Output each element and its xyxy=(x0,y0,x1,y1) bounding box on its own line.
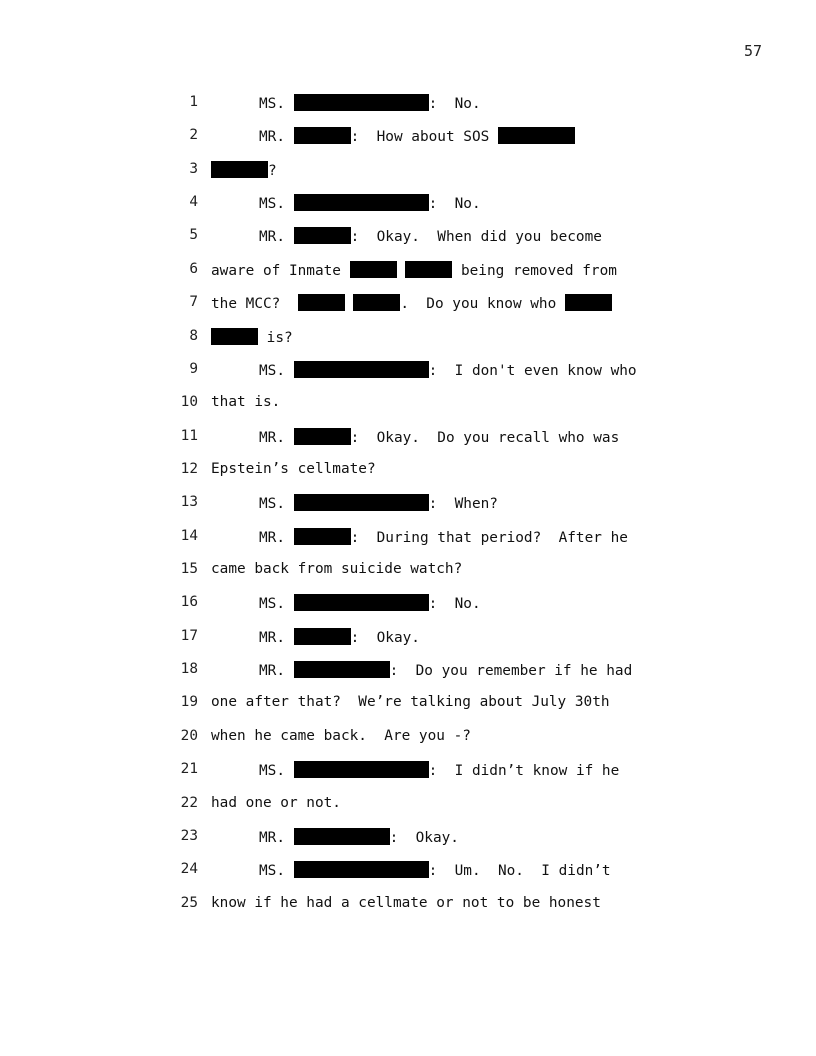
text-segment: : During that period? After he xyxy=(350,529,628,546)
text-segment: MS. xyxy=(259,596,294,613)
text-segment: MS. xyxy=(259,362,294,379)
transcript-line xyxy=(170,657,690,690)
line-number: 21 xyxy=(180,761,198,778)
redaction-box xyxy=(350,261,397,278)
line-text xyxy=(211,694,610,710)
redaction-box xyxy=(353,294,400,311)
line-text xyxy=(211,461,376,477)
transcript-line xyxy=(170,257,690,290)
redaction-box xyxy=(294,828,390,845)
text-segment: aware of Inmate xyxy=(211,262,350,279)
line-text xyxy=(211,594,481,612)
redaction-box xyxy=(294,227,351,244)
text-segment: : I didn’t know if he xyxy=(428,763,620,780)
redaction-box xyxy=(211,328,258,345)
text-segment: MR. xyxy=(259,429,294,446)
text-segment: : Okay. Do you recall who was xyxy=(350,429,620,446)
line-number: 23 xyxy=(180,827,198,844)
text-segment: : Do you remember if he had xyxy=(389,663,633,680)
text-segment: : Okay. xyxy=(350,629,420,646)
redaction-box xyxy=(294,194,429,211)
text-segment: MS. xyxy=(259,863,294,880)
line-text xyxy=(211,528,628,546)
transcript-line xyxy=(170,624,690,657)
text-segment: MR. xyxy=(259,663,294,680)
text-segment: MR. xyxy=(259,229,294,246)
transcript-line xyxy=(170,290,690,323)
line-number: 8 xyxy=(189,327,198,344)
line-number: 25 xyxy=(180,894,198,911)
line-text xyxy=(211,361,637,379)
text-segment: MS. xyxy=(259,496,294,513)
line-number: 18 xyxy=(180,661,198,678)
text-segment: Epstein’s cellmate? xyxy=(211,460,376,477)
transcript-line xyxy=(170,90,690,123)
text-segment: MS. xyxy=(259,96,294,112)
transcript-line xyxy=(170,791,690,824)
line-number: 19 xyxy=(180,694,198,711)
redaction-box xyxy=(211,161,268,178)
text-segment xyxy=(397,263,406,279)
line-number: 4 xyxy=(189,194,198,211)
transcript-line xyxy=(170,157,690,190)
line-text xyxy=(211,561,462,577)
line-number: 5 xyxy=(189,227,198,244)
line-number: 11 xyxy=(180,427,198,444)
transcript-line xyxy=(170,357,690,390)
line-text xyxy=(211,227,602,245)
line-number: 22 xyxy=(180,794,198,811)
text-segment: is? xyxy=(258,329,293,346)
text-segment: MR. xyxy=(259,629,294,646)
redaction-box xyxy=(294,628,351,645)
line-text xyxy=(211,728,471,744)
line-number: 17 xyxy=(180,627,198,644)
redaction-box xyxy=(405,261,452,278)
line-text xyxy=(211,261,617,279)
line-text xyxy=(211,194,481,212)
text-segment xyxy=(345,296,354,312)
redaction-box xyxy=(294,528,351,545)
text-segment: : Okay. xyxy=(389,829,459,846)
line-number: 16 xyxy=(180,594,198,611)
transcript-line xyxy=(170,690,690,723)
redaction-box xyxy=(565,294,612,311)
line-text xyxy=(211,761,619,779)
transcript-line xyxy=(170,223,690,256)
line-text xyxy=(211,328,293,346)
text-segment: came back from suicide watch? xyxy=(211,561,463,578)
text-segment: know if he had a cellmate or not to be honest xyxy=(211,894,601,911)
redaction-box xyxy=(294,494,429,511)
text-segment: ? xyxy=(268,162,277,179)
redaction-box xyxy=(298,294,345,311)
transcript-line xyxy=(170,824,690,857)
text-segment: MS. xyxy=(259,763,294,780)
transcript-line xyxy=(170,457,690,490)
transcript-line xyxy=(170,190,690,223)
line-text xyxy=(211,795,341,811)
line-text xyxy=(211,127,575,145)
line-number: 24 xyxy=(180,861,198,878)
line-text xyxy=(211,895,601,911)
transcript-line xyxy=(170,123,690,156)
line-text xyxy=(211,294,612,312)
transcript-line xyxy=(170,891,690,924)
line-number: 9 xyxy=(189,360,198,377)
redaction-box xyxy=(294,594,429,611)
line-text xyxy=(211,94,481,112)
line-number: 20 xyxy=(180,727,198,744)
text-segment: had one or not. xyxy=(211,794,341,811)
redaction-box xyxy=(294,861,429,878)
transcript-line xyxy=(170,324,690,357)
redaction-box xyxy=(294,94,429,111)
text-segment: : No. xyxy=(428,196,481,213)
line-text xyxy=(211,661,632,679)
line-text xyxy=(211,861,611,879)
transcript-line xyxy=(170,557,690,590)
line-text xyxy=(211,428,619,446)
text-segment: that is. xyxy=(211,394,281,411)
text-segment: . Do you know who xyxy=(400,296,565,313)
text-segment: the MCC? xyxy=(211,296,298,313)
redaction-box xyxy=(498,127,575,144)
text-segment: : No. xyxy=(428,96,481,112)
text-segment: : No. xyxy=(428,596,481,613)
transcript-line xyxy=(170,757,690,790)
redaction-box xyxy=(294,428,351,445)
text-segment: MR. xyxy=(259,129,294,146)
line-text xyxy=(211,494,498,512)
line-number: 12 xyxy=(180,460,198,477)
line-number: 10 xyxy=(180,394,198,411)
text-segment: : Um. No. I didn’t xyxy=(428,863,611,880)
page-number: 57 xyxy=(743,42,762,60)
line-text xyxy=(211,828,459,846)
line-text xyxy=(211,628,420,646)
line-number: 13 xyxy=(180,494,198,511)
transcript-line xyxy=(170,524,690,557)
transcript-body xyxy=(170,90,690,924)
line-number: 6 xyxy=(189,260,198,277)
line-number: 1 xyxy=(189,94,198,110)
text-segment: : How about SOS xyxy=(350,129,498,146)
line-text xyxy=(211,394,280,410)
line-text xyxy=(211,161,277,179)
transcript-line xyxy=(170,724,690,757)
line-number: 3 xyxy=(189,160,198,177)
text-segment: : When? xyxy=(428,496,498,513)
redaction-box xyxy=(294,761,429,778)
line-number: 15 xyxy=(180,561,198,578)
transcript-line xyxy=(170,590,690,623)
text-segment: when he came back. Are you -? xyxy=(211,727,471,744)
text-segment: one after that? We’re talking about July 30th xyxy=(211,694,610,711)
transcript-line xyxy=(170,424,690,457)
redaction-box xyxy=(294,661,390,678)
text-segment: : Okay. When did you become xyxy=(350,229,602,246)
text-segment: MR. xyxy=(259,829,294,846)
text-segment: MR. xyxy=(259,529,294,546)
transcript-line xyxy=(170,490,690,523)
transcript-line xyxy=(170,390,690,423)
transcript-line xyxy=(170,857,690,890)
line-number: 2 xyxy=(189,127,198,144)
redaction-box xyxy=(294,127,351,144)
redaction-box xyxy=(294,361,429,378)
text-segment: MS. xyxy=(259,196,294,213)
text-segment: : I don't even know who xyxy=(428,362,637,379)
line-number: 14 xyxy=(180,527,198,544)
text-segment: being removed from xyxy=(452,262,617,279)
line-number: 7 xyxy=(189,294,198,311)
